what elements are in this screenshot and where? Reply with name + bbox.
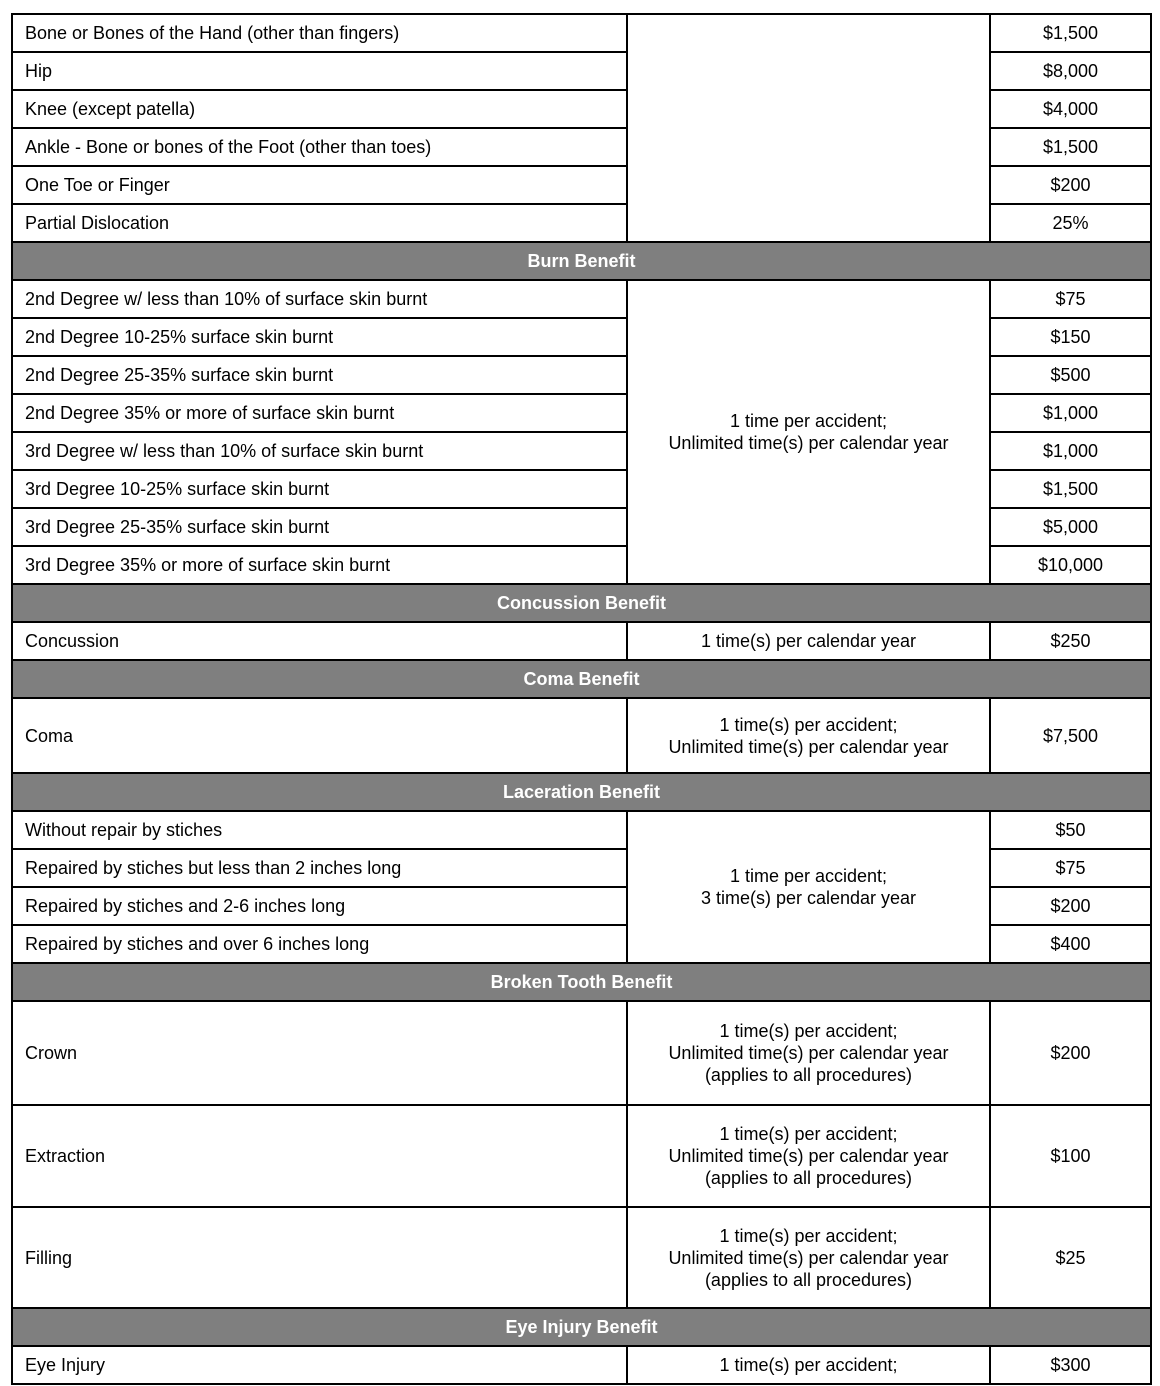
benefit-frequency: 1 time(s) per accident;: [627, 1346, 990, 1384]
section-header: [12, 773, 1151, 811]
benefit-name: 2nd Degree 25-35% surface skin burnt: [12, 356, 627, 394]
benefit-amount: $75: [990, 849, 1151, 887]
benefit-amount: $200: [990, 166, 1151, 204]
benefit-amount: $400: [990, 925, 1151, 963]
benefit-name: Repaired by stiches but less than 2 inches long: [12, 849, 627, 887]
section-header: [12, 963, 1151, 1001]
table-row: [12, 1001, 1151, 1105]
benefit-amount: $100: [990, 1105, 1151, 1207]
benefit-amount: $50: [990, 811, 1151, 849]
table-body: [12, 14, 1151, 1384]
benefit-name: 2nd Degree w/ less than 10% of surface skin burnt: [12, 280, 627, 318]
table-row: [12, 14, 1151, 52]
section-header: [12, 242, 1151, 280]
section-header: [12, 584, 1151, 622]
benefit-name: One Toe or Finger: [12, 166, 627, 204]
benefit-table: [11, 13, 1152, 1385]
benefit-frequency: 1 time(s) per accident; Unlimited time(s) per calendar year: [627, 698, 990, 773]
benefit-name: Coma: [12, 698, 627, 773]
benefit-amount: $7,500: [990, 698, 1151, 773]
section-title: Burn Benefit: [12, 242, 1151, 280]
table-row: [12, 1207, 1151, 1308]
benefit-amount: $25: [990, 1207, 1151, 1308]
benefit-name: Without repair by stiches: [12, 811, 627, 849]
benefit-name: 3rd Degree 35% or more of surface skin burnt: [12, 546, 627, 584]
benefit-amount: $8,000: [990, 52, 1151, 90]
benefit-amount: $5,000: [990, 508, 1151, 546]
table-row: [12, 1105, 1151, 1207]
section-title: Coma Benefit: [12, 660, 1151, 698]
benefit-amount: $1,000: [990, 394, 1151, 432]
section-header: [12, 660, 1151, 698]
benefit-name: Filling: [12, 1207, 627, 1308]
benefit-amount: $4,000: [990, 90, 1151, 128]
section-header: [12, 1308, 1151, 1346]
benefit-amount: $300: [990, 1346, 1151, 1384]
benefit-amount: $200: [990, 1001, 1151, 1105]
benefit-frequency: 1 time per accident; 3 time(s) per calendar year: [627, 811, 990, 963]
benefit-name: Hip: [12, 52, 627, 90]
benefit-amount: $75: [990, 280, 1151, 318]
benefit-name: 3rd Degree 25-35% surface skin burnt: [12, 508, 627, 546]
benefit-name: 3rd Degree 10-25% surface skin burnt: [12, 470, 627, 508]
table-row: [12, 1346, 1151, 1384]
benefit-name: 2nd Degree 35% or more of surface skin burnt: [12, 394, 627, 432]
benefit-name: Repaired by stiches and over 6 inches long: [12, 925, 627, 963]
benefit-amount: $500: [990, 356, 1151, 394]
table-row: [12, 698, 1151, 773]
benefit-name: Repaired by stiches and 2-6 inches long: [12, 887, 627, 925]
benefit-amount: $1,500: [990, 14, 1151, 52]
benefit-name: Crown: [12, 1001, 627, 1105]
benefit-amount: $1,500: [990, 470, 1151, 508]
benefit-frequency: 1 time per accident; Unlimited time(s) per calendar year: [627, 280, 990, 584]
benefit-name: 2nd Degree 10-25% surface skin burnt: [12, 318, 627, 356]
benefit-frequency: [627, 14, 990, 242]
section-title: Broken Tooth Benefit: [12, 963, 1151, 1001]
benefit-name: Knee (except patella): [12, 90, 627, 128]
benefit-frequency: 1 time(s) per accident; Unlimited time(s) per calendar year (applies to all procedures): [627, 1001, 990, 1105]
section-title: Concussion Benefit: [12, 584, 1151, 622]
benefit-frequency: 1 time(s) per accident; Unlimited time(s) per calendar year (applies to all procedures): [627, 1105, 990, 1207]
benefit-name: Extraction: [12, 1105, 627, 1207]
benefit-amount: $1,000: [990, 432, 1151, 470]
table-row: [12, 280, 1151, 318]
benefit-name: Partial Dislocation: [12, 204, 627, 242]
section-title: Eye Injury Benefit: [12, 1308, 1151, 1346]
benefit-amount: $150: [990, 318, 1151, 356]
benefit-name: Eye Injury: [12, 1346, 627, 1384]
benefit-frequency: 1 time(s) per accident; Unlimited time(s) per calendar year (applies to all procedures): [627, 1207, 990, 1308]
benefit-amount: $10,000: [990, 546, 1151, 584]
benefit-name: Bone or Bones of the Hand (other than fingers): [12, 14, 627, 52]
benefit-amount: $200: [990, 887, 1151, 925]
benefit-amount: 25%: [990, 204, 1151, 242]
benefit-amount: $1,500: [990, 128, 1151, 166]
table-row: [12, 811, 1151, 849]
benefit-name: Ankle - Bone or bones of the Foot (other than toes): [12, 128, 627, 166]
section-title: Laceration Benefit: [12, 773, 1151, 811]
benefit-amount: $250: [990, 622, 1151, 660]
benefit-frequency: 1 time(s) per calendar year: [627, 622, 990, 660]
table-row: [12, 622, 1151, 660]
benefit-name: Concussion: [12, 622, 627, 660]
benefit-name: 3rd Degree w/ less than 10% of surface skin burnt: [12, 432, 627, 470]
